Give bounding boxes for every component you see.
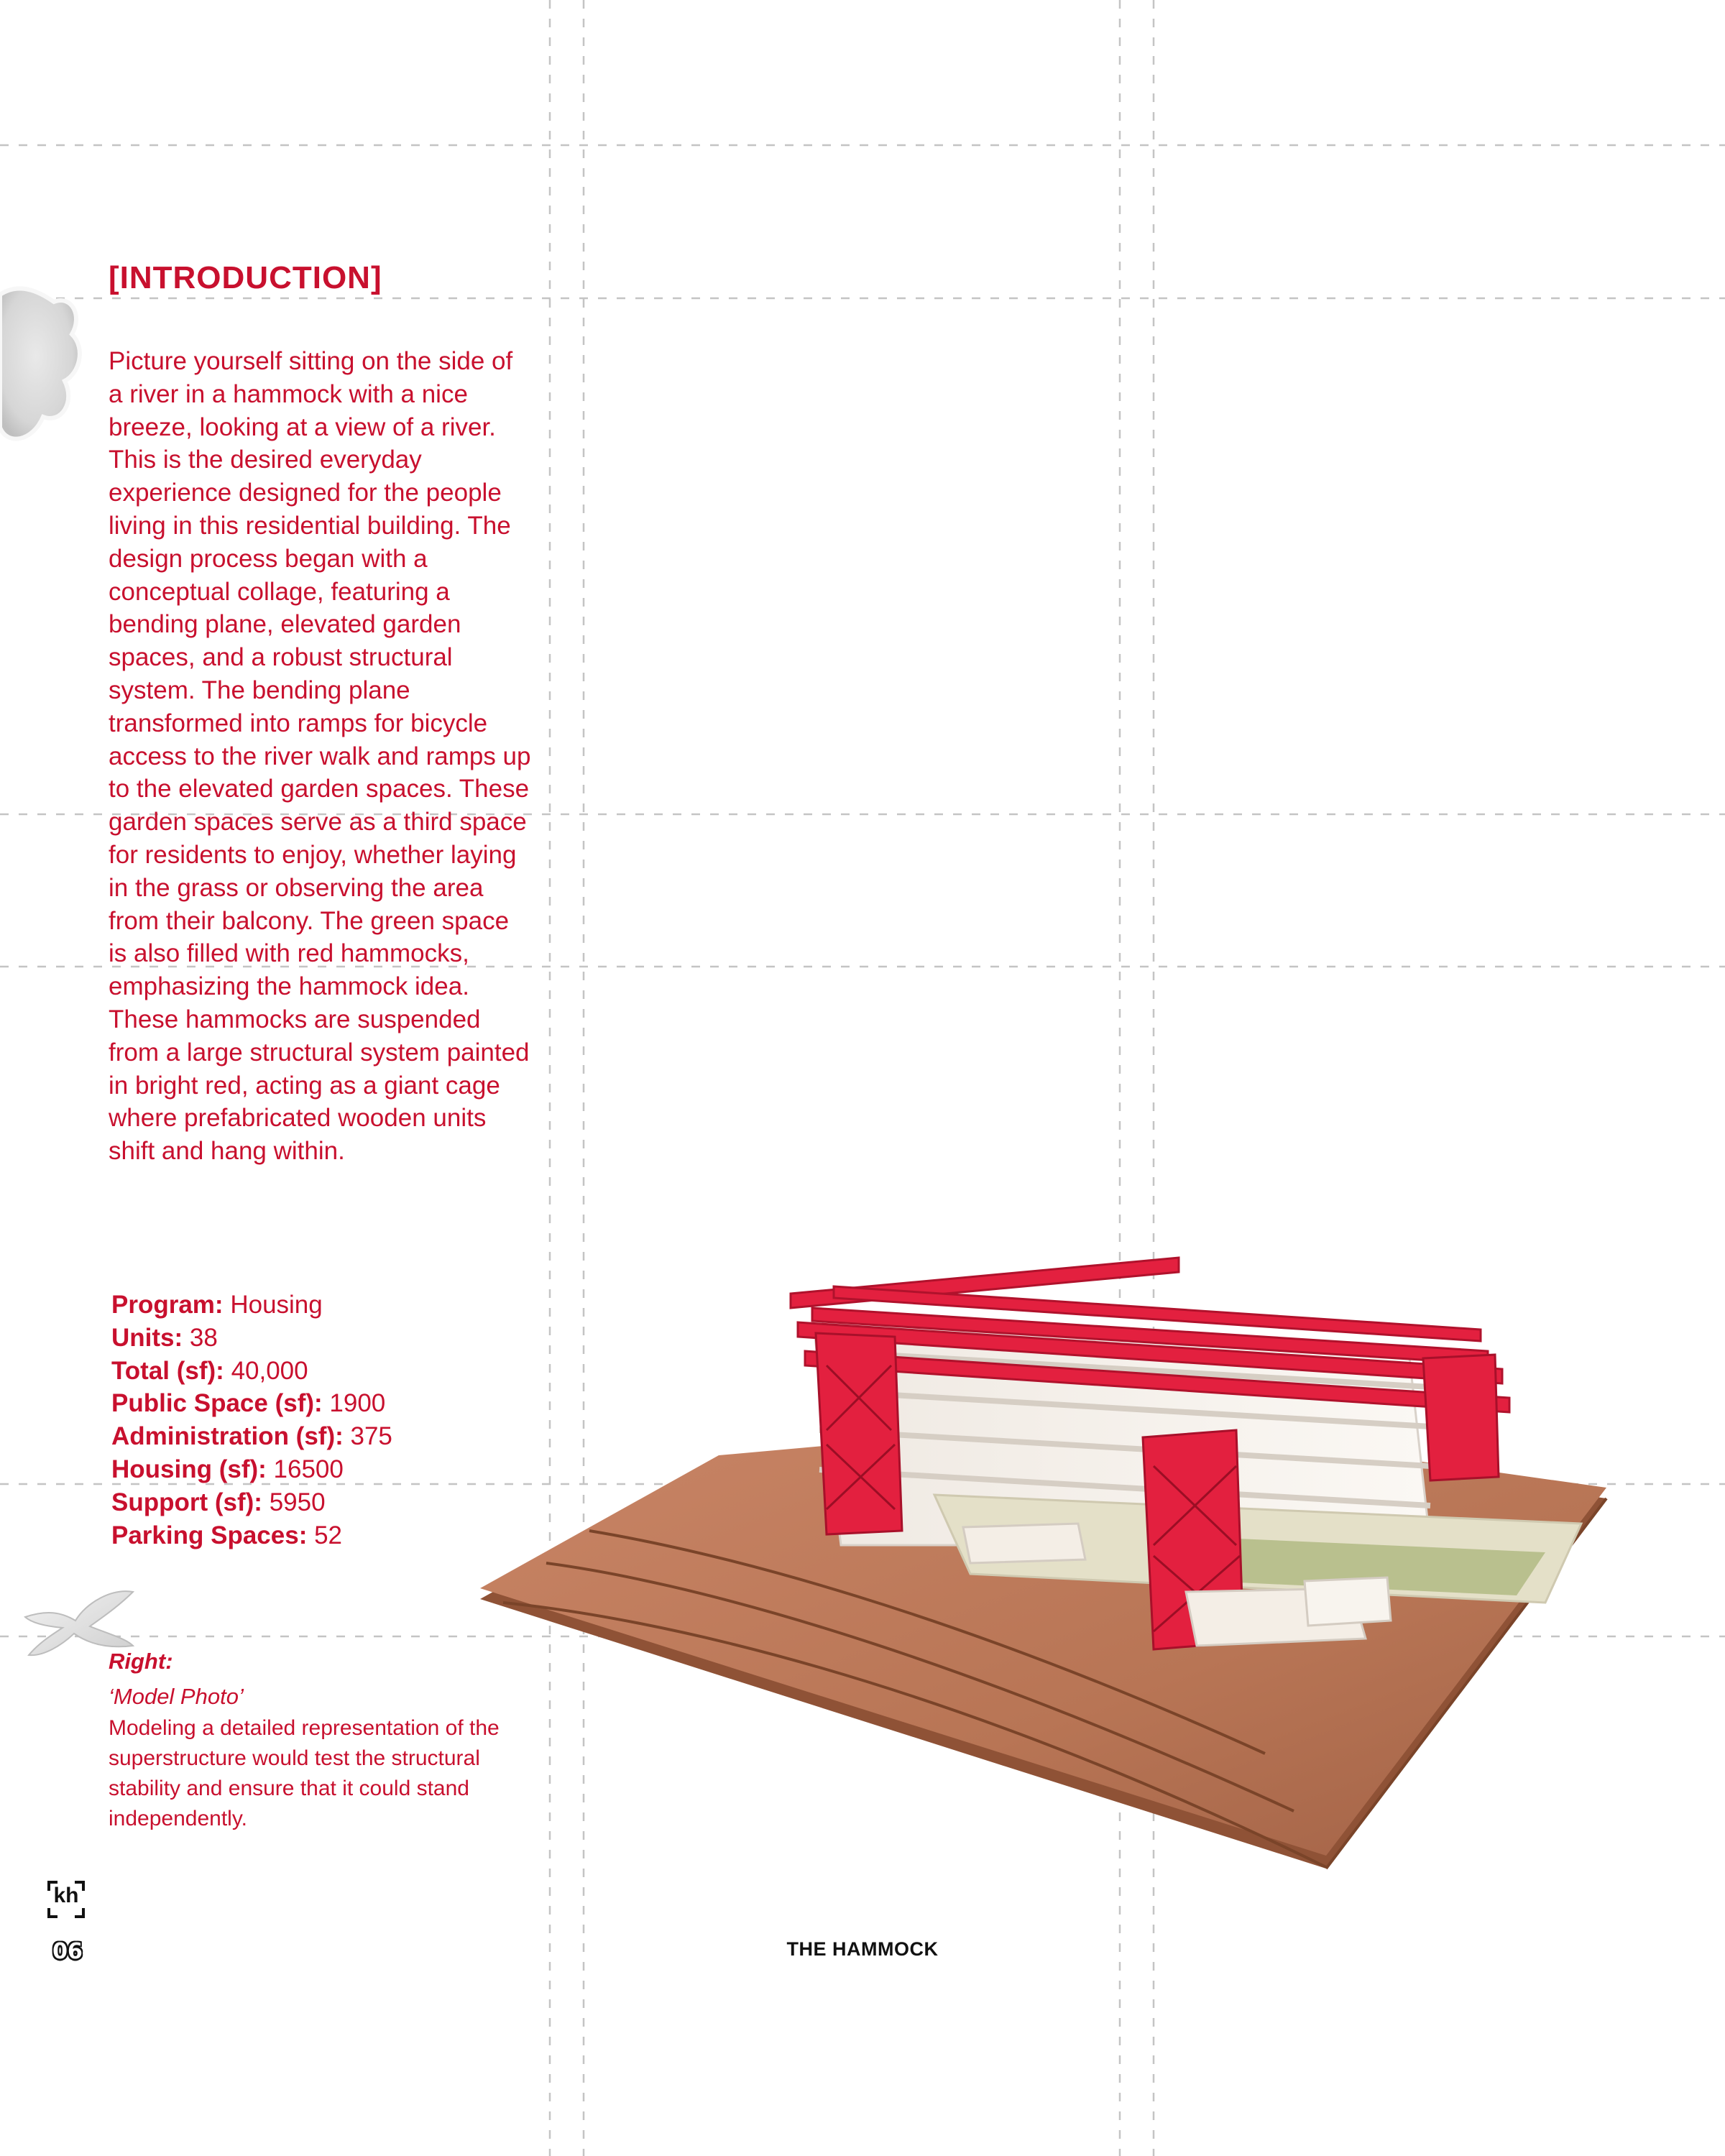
spec-value: 1900: [329, 1389, 386, 1418]
spec-item: [111, 1453, 514, 1486]
spec-value: 5950: [269, 1488, 326, 1516]
spec-label: Units:: [111, 1323, 183, 1352]
spec-label: Public Space (sf):: [111, 1389, 323, 1418]
page-number: 06: [52, 1939, 83, 1964]
spec-value: 375: [350, 1422, 392, 1451]
blob-shape-icon: [0, 280, 93, 453]
spec-value: Housing: [230, 1291, 323, 1319]
spec-label: Program:: [111, 1291, 224, 1319]
spec-label: Housing (sf):: [111, 1455, 267, 1483]
introduction-heading: [INTRODUCTION]: [109, 260, 382, 295]
spec-value: 16500: [273, 1455, 344, 1483]
spec-label: Parking Spaces:: [111, 1521, 308, 1549]
spec-item: [111, 1519, 514, 1552]
logo-text: kh: [53, 1884, 79, 1907]
spec-item: [111, 1420, 514, 1453]
spec-label: Administration (sf):: [111, 1422, 344, 1451]
spec-value: 40,000: [231, 1356, 308, 1385]
spec-label: Support (sf):: [111, 1488, 262, 1516]
project-title: THE HAMMOCK: [786, 1938, 939, 1960]
spec-label: Total (sf):: [111, 1356, 224, 1385]
spec-item: [111, 1289, 514, 1322]
kh-logo: [46, 1879, 86, 1920]
spec-item: [111, 1486, 514, 1519]
spec-item: [111, 1355, 514, 1388]
caption-position: Right:: [109, 1649, 173, 1674]
introduction-paragraph: Picture yourself sitting on the side of a river in a hammock with a nice breeze, looking at a view of a river. This is the desired everyday experience designed for the people living in this residential building. The design process began with a conceptual collage, featuring a bending plane, elevated garden spaces, and a robust structural system. The bending plane transformed into ramps for bicycle access to the river walk and ramps up to the elevated garden spaces. These garden spaces serve as a third space for residents to enjoy, whether laying in the grass or observing the area from their balcony. The green space is also filled with red hammocks, emphasizing the hammock idea. These hammocks are suspended from a large structural system painted in bright red, acting as a giant cage where prefabricated wooden units shift and hang within.: [109, 347, 531, 1166]
caption-body: Modeling a detailed representation of the superstructure would test the structural stability and ensure that it could stand independently.: [109, 1716, 500, 1830]
caption-title: ‘Model Photo’: [109, 1684, 244, 1709]
spec-item: [111, 1387, 514, 1420]
spec-item: [111, 1322, 514, 1355]
model-photo: [474, 1236, 1624, 1883]
spec-value: 52: [314, 1521, 343, 1549]
program-spec-list: [111, 1289, 514, 1552]
spec-value: 38: [189, 1323, 218, 1352]
